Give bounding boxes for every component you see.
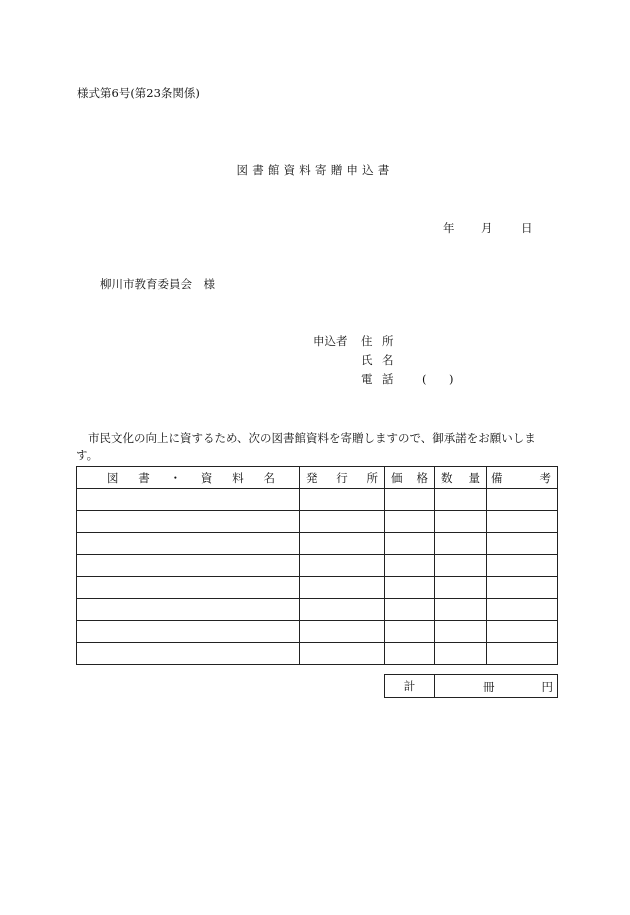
cell-price[interactable] — [385, 643, 435, 665]
total-unit-books: 冊 — [483, 680, 495, 694]
header-char: 図 — [107, 470, 119, 485]
table-row — [77, 511, 558, 533]
total-label: 計 — [403, 679, 416, 693]
cell-price[interactable] — [385, 511, 435, 533]
cell-quantity[interactable] — [435, 599, 487, 621]
date-year: 年 — [443, 221, 455, 235]
header-char: 発 — [306, 470, 318, 485]
cell-publisher[interactable] — [300, 621, 385, 643]
cell-quantity[interactable] — [435, 555, 487, 577]
cell-publisher[interactable] — [300, 643, 385, 665]
cell-material-name[interactable] — [77, 577, 300, 599]
cell-price[interactable] — [385, 599, 435, 621]
cell-price[interactable] — [385, 555, 435, 577]
table-header-row — [77, 467, 558, 489]
cell-material-name[interactable] — [77, 489, 300, 511]
header-price — [385, 467, 435, 489]
cell-material-name[interactable] — [77, 533, 300, 555]
cell-remarks[interactable] — [487, 555, 558, 577]
phone-paren-open: ( — [422, 372, 427, 386]
table-row — [77, 489, 558, 511]
cell-remarks[interactable] — [487, 599, 558, 621]
document-title: 図書館資料寄贈申込書 — [236, 163, 394, 177]
header-char: 価 — [391, 470, 403, 485]
cell-quantity[interactable] — [435, 621, 487, 643]
cell-material-name[interactable] — [77, 643, 300, 665]
header-char: 考 — [539, 470, 551, 485]
header-char: 備 — [491, 470, 503, 485]
cell-quantity[interactable] — [435, 533, 487, 555]
cell-material-name[interactable] — [77, 511, 300, 533]
cell-remarks[interactable] — [487, 511, 558, 533]
cell-publisher[interactable] — [300, 577, 385, 599]
header-char: 行 — [336, 470, 348, 485]
cell-publisher[interactable] — [300, 533, 385, 555]
header-quantity — [435, 467, 487, 489]
table-row — [77, 555, 558, 577]
cell-quantity[interactable] — [435, 643, 487, 665]
table-body — [77, 489, 558, 665]
cell-quantity[interactable] — [435, 511, 487, 533]
date-line — [443, 221, 533, 235]
cell-price[interactable] — [385, 577, 435, 599]
cell-quantity[interactable] — [435, 489, 487, 511]
cell-remarks[interactable] — [487, 643, 558, 665]
total-value-cell — [435, 675, 558, 698]
phone-paren-close: ) — [449, 372, 454, 386]
total-label-cell — [385, 675, 435, 698]
cell-publisher[interactable] — [300, 599, 385, 621]
form-label: 様式第6号(第23条関係) — [77, 86, 200, 100]
donation-table — [76, 466, 558, 665]
header-char: 料 — [232, 470, 244, 485]
cell-material-name[interactable] — [77, 555, 300, 577]
header-char: ・ — [169, 470, 182, 485]
table-row — [77, 533, 558, 555]
cell-publisher[interactable] — [300, 511, 385, 533]
header-char: 格 — [416, 470, 428, 485]
cell-quantity[interactable] — [435, 577, 487, 599]
cell-material-name[interactable] — [77, 621, 300, 643]
total-row — [385, 675, 558, 698]
cell-publisher[interactable] — [300, 555, 385, 577]
header-publisher — [300, 467, 385, 489]
cell-publisher[interactable] — [300, 489, 385, 511]
address-label-a: 住 — [361, 334, 373, 348]
header-char: 書 — [138, 470, 150, 485]
cell-remarks[interactable] — [487, 489, 558, 511]
header-remarks — [487, 467, 558, 489]
header-material-name — [77, 467, 300, 489]
address-label-b: 所 — [382, 334, 394, 348]
phone-label-b: 話 — [382, 372, 394, 386]
addressee: 柳川市教育委員会 様 — [100, 277, 215, 291]
table-row — [77, 643, 558, 665]
cell-material-name[interactable] — [77, 599, 300, 621]
date-day: 日 — [521, 221, 533, 235]
date-month: 月 — [481, 221, 493, 235]
table-row — [77, 621, 558, 643]
cell-remarks[interactable] — [487, 621, 558, 643]
total-table — [384, 674, 558, 698]
request-statement: 市民文化の向上に資するため、次の図書館資料を寄贈しますので、御承諾をお願いします。 — [76, 431, 536, 462]
cell-remarks[interactable] — [487, 577, 558, 599]
header-char: 量 — [468, 470, 480, 485]
name-label-b: 名 — [382, 353, 394, 367]
table-row — [77, 599, 558, 621]
header-char: 所 — [366, 470, 378, 485]
phone-label-a: 電 — [361, 372, 373, 386]
cell-price[interactable] — [385, 489, 435, 511]
cell-price[interactable] — [385, 533, 435, 555]
cell-price[interactable] — [385, 621, 435, 643]
applicant-label: 申込者 — [313, 334, 348, 348]
total-unit-yen: 円 — [541, 680, 553, 694]
name-label-a: 氏 — [361, 353, 373, 367]
cell-remarks[interactable] — [487, 533, 558, 555]
header-char: 名 — [263, 470, 275, 485]
table-row — [77, 577, 558, 599]
header-char: 資 — [200, 470, 213, 485]
header-char: 数 — [441, 470, 453, 485]
